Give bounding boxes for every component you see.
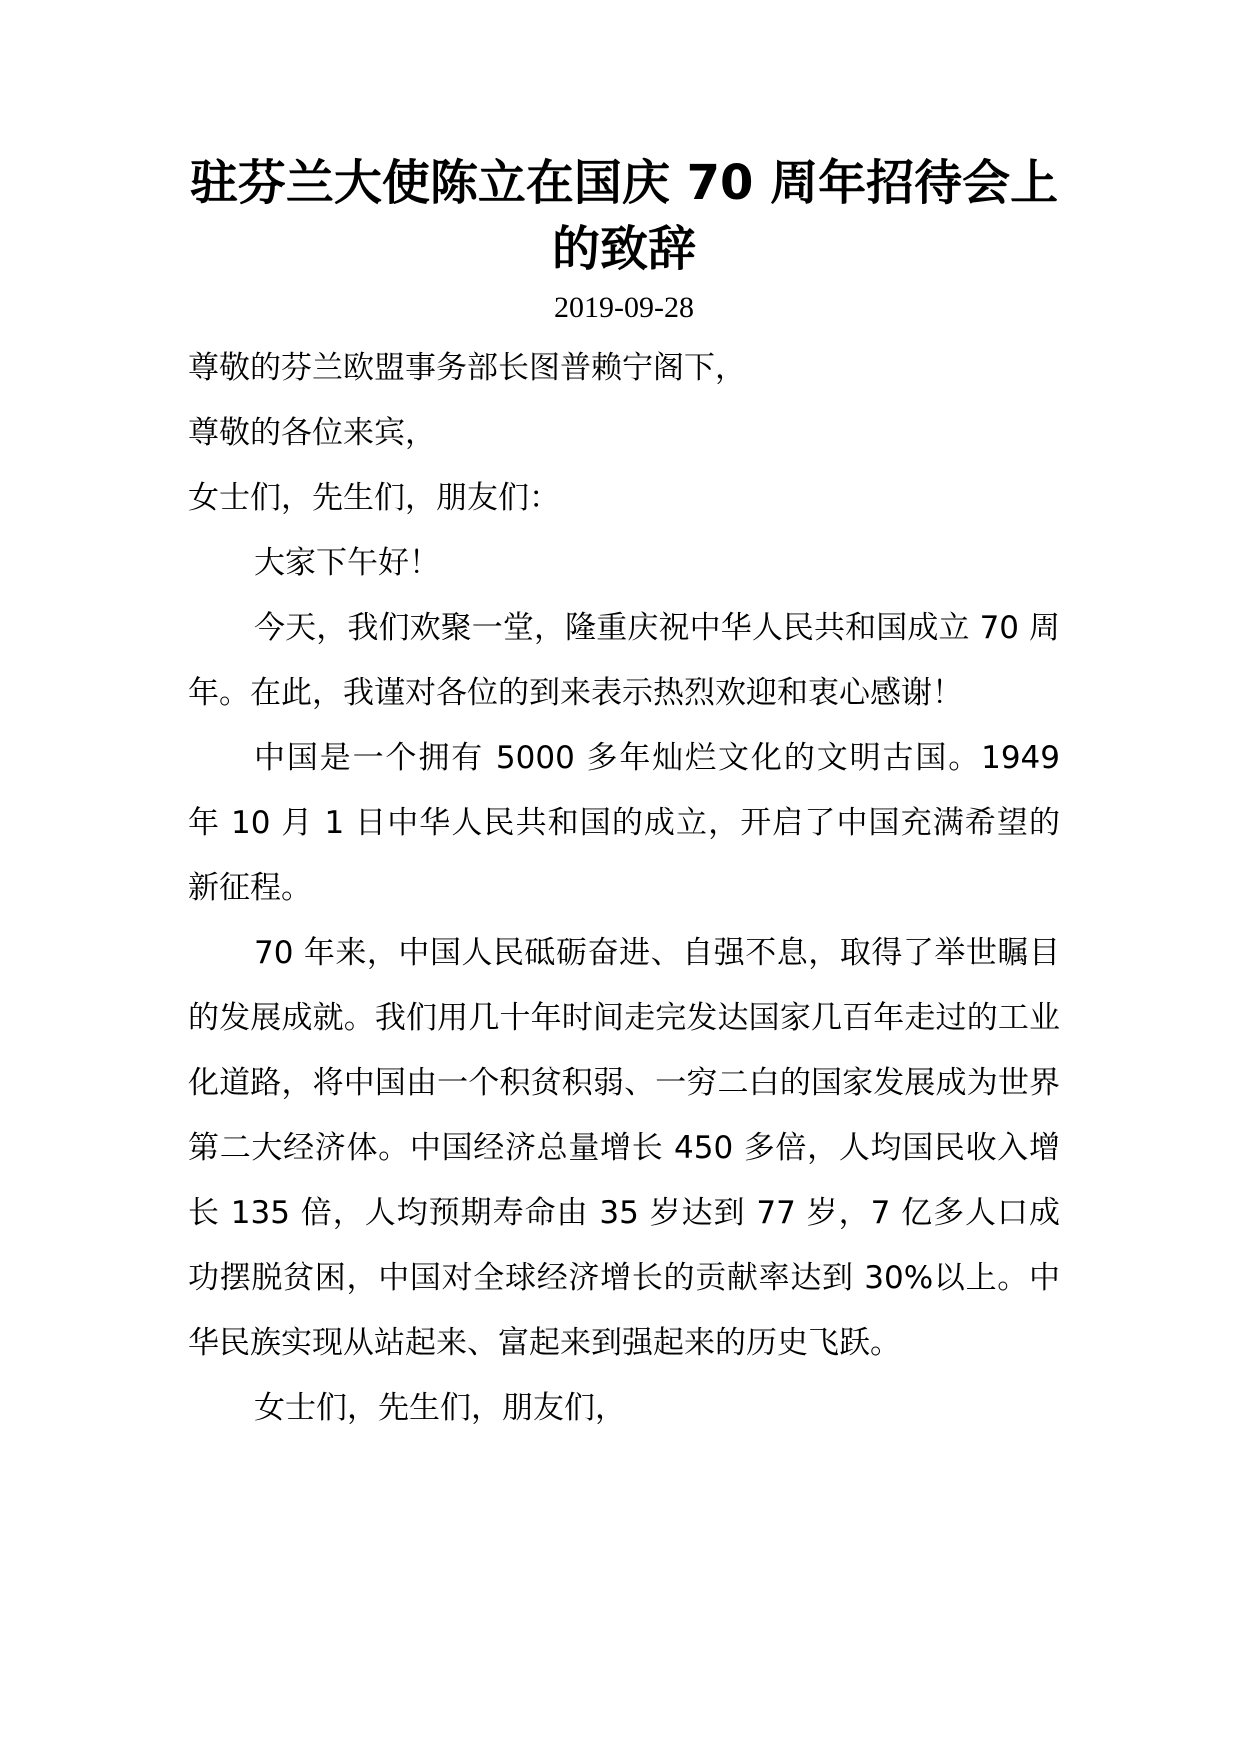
body-paragraph: 女士们，先生们，朋友们， [254, 1390, 626, 1426]
body-paragraph: 中国是一个拥有 5000 多年灿烂文化的文明古国。1949 年 10 月 1 日中华人民共和国的成立，开启了中国充满希望的新征程。 [188, 740, 1060, 906]
salutation-line: 尊敬的各位来宾， [188, 415, 436, 451]
document-date: 2019-09-28 [554, 291, 694, 324]
document-page [188, 150, 1060, 1441]
body-paragraph: 大家下午好！ [254, 545, 440, 581]
body-paragraph: 70 年来，中国人民砥砺奋进、自强不息，取得了举世瞩目的发展成就。我们用几十年时间走完发达国家几百年走过的工业化道路，将中国由一个积贫积弱、一穷二白的国家发展成为世界第二大经济体。中国经济总量增长 450 多倍，人均国民收入增长 135 倍，人均预期寿命由 35 岁达到 77 岁，7 亿多人口成功摆脱贫困，中国对全球经济增长的贡献率达到 30%以上。中华民族实现从站起来、富起来到强起来的历史飞跃。 [188, 935, 1060, 1361]
body-paragraph: 今天，我们欢聚一堂，隆重庆祝中华人民共和国成立 70 周年。在此，我谨对各位的到来表示热烈欢迎和衷心感谢！ [188, 610, 1060, 711]
salutation-line: 女士们，先生们，朋友们： [188, 480, 560, 516]
document-title: 驻芬兰大使陈立在国庆 70 周年招待会上的致辞 [189, 155, 1059, 277]
salutation-line: 尊敬的芬兰欧盟事务部长图普赖宁阁下， [188, 350, 746, 386]
document-body [188, 336, 1060, 1441]
